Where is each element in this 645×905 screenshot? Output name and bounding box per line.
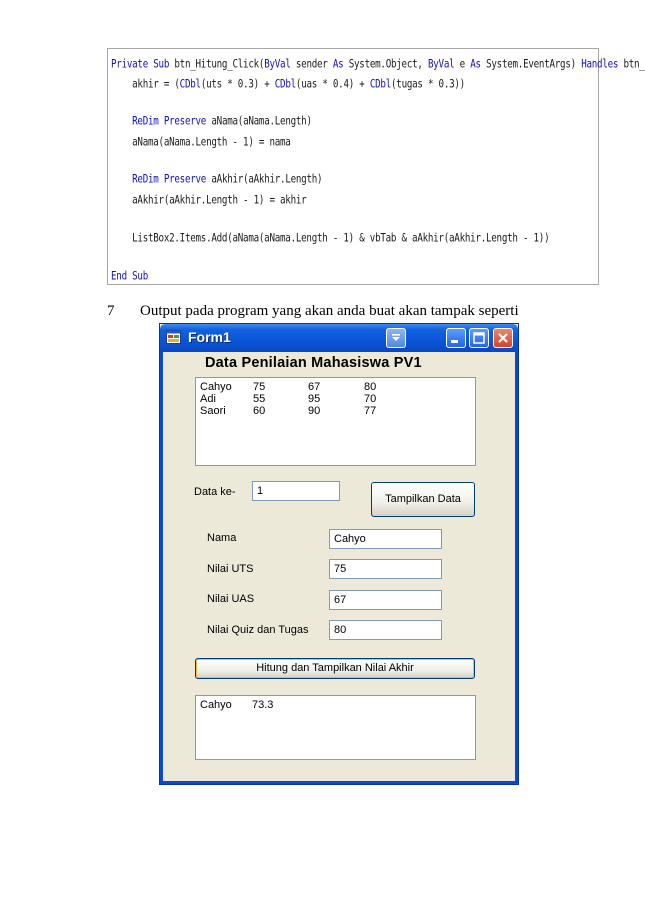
nilai-uts-input[interactable]: 75 <box>329 559 442 579</box>
dropdown-button[interactable] <box>386 328 406 348</box>
window-frame-right <box>515 352 518 784</box>
step-text: Output pada program yang akan anda buat akan tampak seperti <box>140 303 519 319</box>
code-line <box>111 136 291 150</box>
code-text: ListBox2.Items.Add(aNama(aNama.Length - 1) & vbTab & aAkhir(aAkhir.Length - 1)) <box>111 231 550 246</box>
code-text: aNama(aNama.Length) <box>206 114 312 129</box>
minimize-button[interactable] <box>446 328 466 348</box>
hitung-button[interactable]: Hitung dan Tampilkan Nilai Akhir <box>195 658 475 679</box>
code-line <box>111 232 549 246</box>
step-number: 7 <box>107 303 115 319</box>
code-line <box>111 194 306 208</box>
code-line <box>111 173 322 187</box>
title-bar[interactable] <box>160 324 518 352</box>
nilai-quiz-tugas-label: Nilai Quiz dan Tugas <box>207 624 309 636</box>
nilai-uas-label: Nilai UAS <box>207 593 255 605</box>
code-text: (uas * 0.4) + <box>295 77 370 92</box>
data-listbox[interactable]: Cahyo 75 67 80 Adi 55 95 70 Saori 60 90 77 <box>195 377 476 466</box>
nilai-uas-input[interactable]: 67 <box>329 590 442 610</box>
code-keyword: CDbl <box>274 77 296 92</box>
code-keyword: ByVal <box>427 57 455 72</box>
code-keyword: As <box>332 57 344 72</box>
code-text: btn_Hitung_Click( <box>169 57 265 72</box>
nilai-uts-label: Nilai UTS <box>207 563 254 575</box>
code-text <box>111 115 132 129</box>
code-text: (uts * 0.3) + <box>200 77 275 92</box>
code-text: akhir = ( <box>111 77 180 92</box>
code-text: btn_ <box>618 57 645 72</box>
window-frame-bottom <box>160 781 518 784</box>
data-ke-label: Data ke- <box>194 486 236 498</box>
code-keyword: Private Sub <box>111 57 170 72</box>
code-keyword: ReDim Preserve <box>132 172 207 187</box>
code-text: System.EventArgs) <box>480 57 582 72</box>
minimize-icon <box>447 329 465 347</box>
code-keyword: CDbl <box>179 77 201 92</box>
code-text: sender <box>290 57 333 72</box>
form-window <box>159 323 519 785</box>
nama-input[interactable]: Cahyo <box>329 529 442 549</box>
code-text: aNama(aNama.Length - 1) = nama <box>111 135 291 150</box>
tampilkan-data-button[interactable]: Tampilkan Data <box>371 482 475 517</box>
chevron-down-icon <box>387 329 405 347</box>
form-heading: Data Penilaian Mahasiswa PV1 <box>205 355 422 371</box>
close-button[interactable] <box>493 328 513 348</box>
window-title: Form1 <box>188 329 231 345</box>
code-text: aAkhir(aAkhir.Length) <box>206 172 323 187</box>
code-keyword: End Sub <box>111 269 148 284</box>
code-text <box>111 173 132 187</box>
code-keyword: ByVal <box>264 57 291 72</box>
code-line <box>111 78 465 92</box>
code-text: aAkhir(aAkhir.Length - 1) = akhir <box>111 193 307 208</box>
code-keyword: CDbl <box>369 77 391 92</box>
code-keyword: As <box>470 57 481 72</box>
nama-label: Nama <box>207 532 237 544</box>
code-line <box>111 115 312 129</box>
window-frame-left <box>160 352 163 784</box>
code-keyword: ReDim Preserve <box>132 114 207 129</box>
nilai-quiz-tugas-input[interactable]: 80 <box>329 620 442 640</box>
maximize-button[interactable] <box>469 328 489 348</box>
code-text: System.Object, <box>343 57 428 72</box>
code-snippet <box>107 48 645 285</box>
code-text: e <box>454 57 471 72</box>
code-text: (tugas * 0.3)) <box>391 77 465 92</box>
code-line <box>111 270 148 284</box>
result-listbox[interactable]: Cahyo 73.3 <box>195 695 476 760</box>
form-app-icon <box>166 330 181 344</box>
close-icon <box>494 329 512 347</box>
code-keyword: Handles <box>581 57 619 72</box>
maximize-icon <box>470 329 488 347</box>
code-line <box>111 58 645 72</box>
data-ke-input[interactable]: 1 <box>252 481 340 501</box>
